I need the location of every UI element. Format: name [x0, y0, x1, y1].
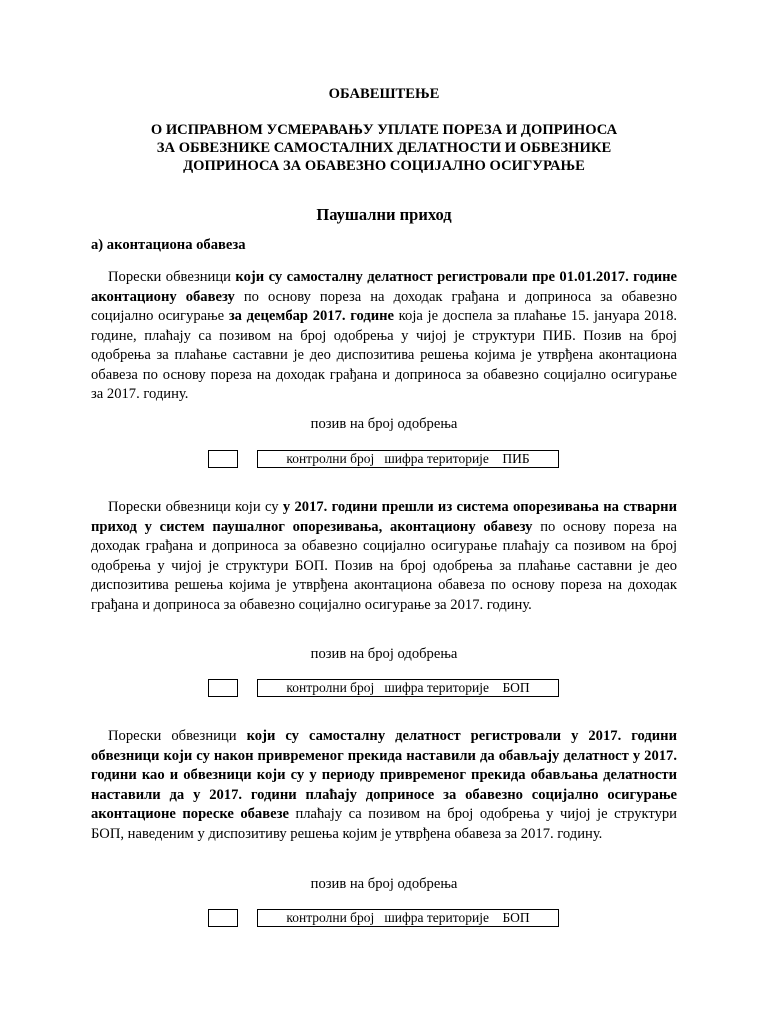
p1-text-4: која је доспела за плаћање 15. јануара 2018. године, плаћају са позивом на број одобрења у чијој је структури ПИБ. Позив на број одобрења за плаћање саставни је део диспозитива решења којима је утврђена аконтациона обавеза по основу пореза на доходак грађана и доприноса за обавезно социјално осигурање за 2017. годину. — [91, 308, 678, 402]
p1-bold-3: за децембар 2017. године — [228, 308, 395, 324]
reference-fields-box-1: контролни број шифра територије ПИБ — [257, 450, 559, 468]
subtitle-line-3: ДОПРИНОСА ЗА ОБАВЕЗНО СОЦИЈАЛНО ОСИГУРАЊЕ — [183, 158, 585, 174]
section-title: Паушални приход — [316, 205, 452, 224]
p2-text-1: Порески обвезници који су — [108, 499, 283, 515]
p2-bold-1: у 2017. години прешли из система опорезивања на стварни приход у систем паушалног опорезивања, аконтациону обавезу — [91, 499, 677, 535]
paragraph-2 — [91, 498, 677, 615]
reference-label-3: позив на број одобрења — [310, 876, 458, 892]
reference-label-1: позив на број одобрења — [310, 416, 458, 432]
paragraph-3 — [91, 727, 677, 844]
paragraph-1 — [91, 268, 677, 405]
reference-label-2: позив на број одобрења — [310, 646, 458, 662]
document-title: ОБАВЕШТЕЊЕ — [328, 86, 440, 102]
p1-bold-1: који су самосталну делатност регистровали пре 01.01.2017. године — [235, 269, 678, 285]
subsection-heading: а) аконтациона обавеза — [91, 237, 246, 253]
reference-model-box-2 — [208, 679, 238, 697]
document-subtitle — [91, 121, 677, 175]
p1-text-3: по основу пореза на доходак грађана и доприноса за обавезно социјално осигурање — [91, 288, 677, 324]
reference-model-box-1 — [208, 450, 238, 468]
p3-text-1: Порески обвезници — [108, 728, 247, 744]
reference-fields-box-3: контролни број шифра територије БОП — [257, 909, 559, 927]
subtitle-line-2: ЗА ОБВЕЗНИКЕ САМОСТАЛНИХ ДЕЛАТНОСТИ И ОБВЕЗНИКЕ — [156, 140, 612, 156]
reference-fields-box-2: контролни број шифра територије БОП — [257, 679, 559, 697]
p1-bold-2: аконтациону обавезу — [91, 288, 235, 305]
p2-text-2: по основу пореза на доходак грађана и доприноса за обавезно социјално осигурање плаћају са позивом на број одобрења у чијој је структури БОП. Позив на број одобрења за плаћање саставни је део диспозитива решења којима је утврђена аконтациона обавеза по основу пореза на доходак грађана и доприноса за обавезно социјално осигурање за 2017. годину. — [91, 518, 677, 613]
reference-model-box-3 — [208, 909, 238, 927]
p1-text-1: Порески обвезници — [108, 269, 236, 285]
p3-bold-1: који су самосталну делатност регистровали у 2017. години обвезници који су након привременог прекида наставили да обављају делатност у 2017. години као и обвезници који су у периоду привременог прекида обављања делатности наставили да у 2017. години плаћају доприносе за обавезно социјално осигурање аконтационе пореске обавезе — [91, 728, 677, 822]
p3-text-2: плаћају са позивом на број одобрења у чијој је структури БОП, наведеним у диспозитиву решења којим је утврђена обавеза за 2017. годину. — [91, 806, 677, 842]
subtitle-line-1: О ИСПРАВНОМ УСМЕРАВАЊУ УПЛАТЕ ПОРЕЗА И ДОПРИНОСА — [150, 122, 618, 138]
